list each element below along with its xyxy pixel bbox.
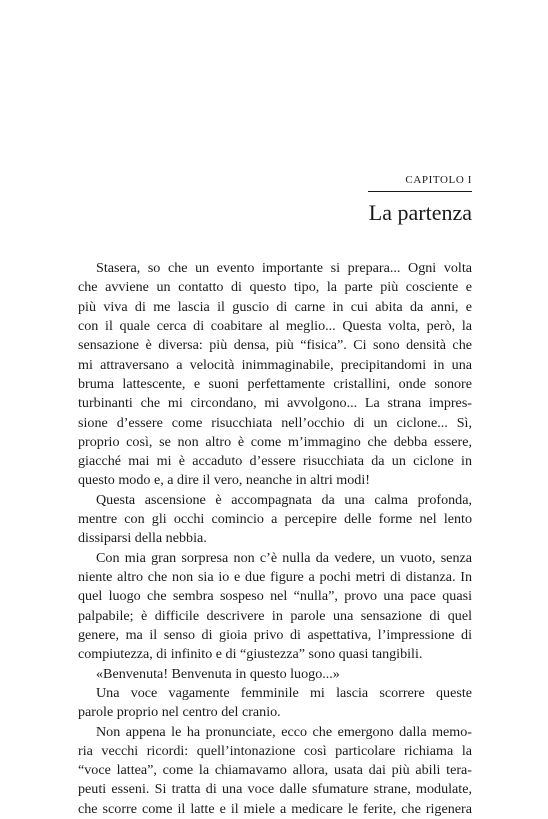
text-line: Questa ascensione è accompagnata da una calma profonda, [96,491,472,508]
text-line: bruma lattescente, e suoni perfettamente cristallini, onde sonore [78,375,472,392]
text-line: genere, ma il senso di gioia privo di aspettativa, l’impressione di [78,626,472,643]
text-line: quel luogo che sembra sospeso nel “nulla”, provo una pace quasi [78,588,472,605]
text-line: Non appena le ha pronunciate, ecco che emergono dalla memo- [96,723,472,740]
text-line: ria vecchi ricordi: quell’intonazione così particolare richiama la [78,742,472,759]
text-line: niente altro che non sia io e due figure a pochi metri di distanza. In [78,569,472,585]
text-line: Con mia gran sorpresa non c’è nulla da vedere, un vuoto, senza [96,549,472,566]
text-line: turbinanti che mi circondano, mi avvolgono... La strana impres- [78,395,472,412]
text-line: mi attraversano a velocità inimmaginabile, precipitandomi in una [78,356,472,373]
body-text [78,259,472,819]
text-line: mentre con gli occhi comincio a percepire delle forme nel lento [78,511,472,528]
text-line: «Benvenuta! Benvenuta in questo luogo...» [96,665,340,682]
text-line: sione d’essere come risucchiata nell’occhio di un ciclone... Sì, [78,414,472,431]
chapter-label: CAPITOLO I [405,174,472,186]
text-line: questo modo e, a dire il vero, neanche in altri modi! [78,472,370,489]
text-line: che scorre come il latte e il miele a medicare le ferite, che rigenera [78,800,472,817]
text-line: con il quale cerca di coabitare al meglio... Questa volta, però, la [78,317,472,334]
text-line: palpabile; è difficile descrivere in parole una sensazione di quel [78,607,472,624]
chapter-rule-divider [368,191,472,192]
text-line: dissiparsi della nebbia. [78,530,207,547]
text-line: che avviene un contatto di questo tipo, la parte più cosciente e [78,279,472,296]
text-line: più viva di me lascia il guscio di carne in cui abita da anni, e [78,298,472,315]
text-line: Stasera, so che un evento importante si prepara... Ogni volta [96,260,472,276]
text-line: giacché mai mi è accaduto d’essere risucchiata da un ciclone in [78,453,472,470]
text-line: “voce lattea”, come la chiamavamo allora, usata dai più abili tera- [78,762,472,779]
text-line: compiutezza, di infinito e di “giustezza” sono quasi tangibili. [78,646,423,663]
text-line: proprio così, se non altro è come m’immagino che debba essere, [78,433,472,450]
text-line: sensazione è diversa: più densa, più “fisica”. Ci sono densità che [78,337,472,354]
text-line: peuti esseni. Si tratta di una voce dalle sfumature strane, modulate, [78,781,472,798]
text-line: parole proprio nel centro del cranio. [78,704,281,721]
chapter-title: La partenza [368,200,472,225]
text-line: Una voce vagamente femminile mi lascia scorrere queste [96,684,472,701]
